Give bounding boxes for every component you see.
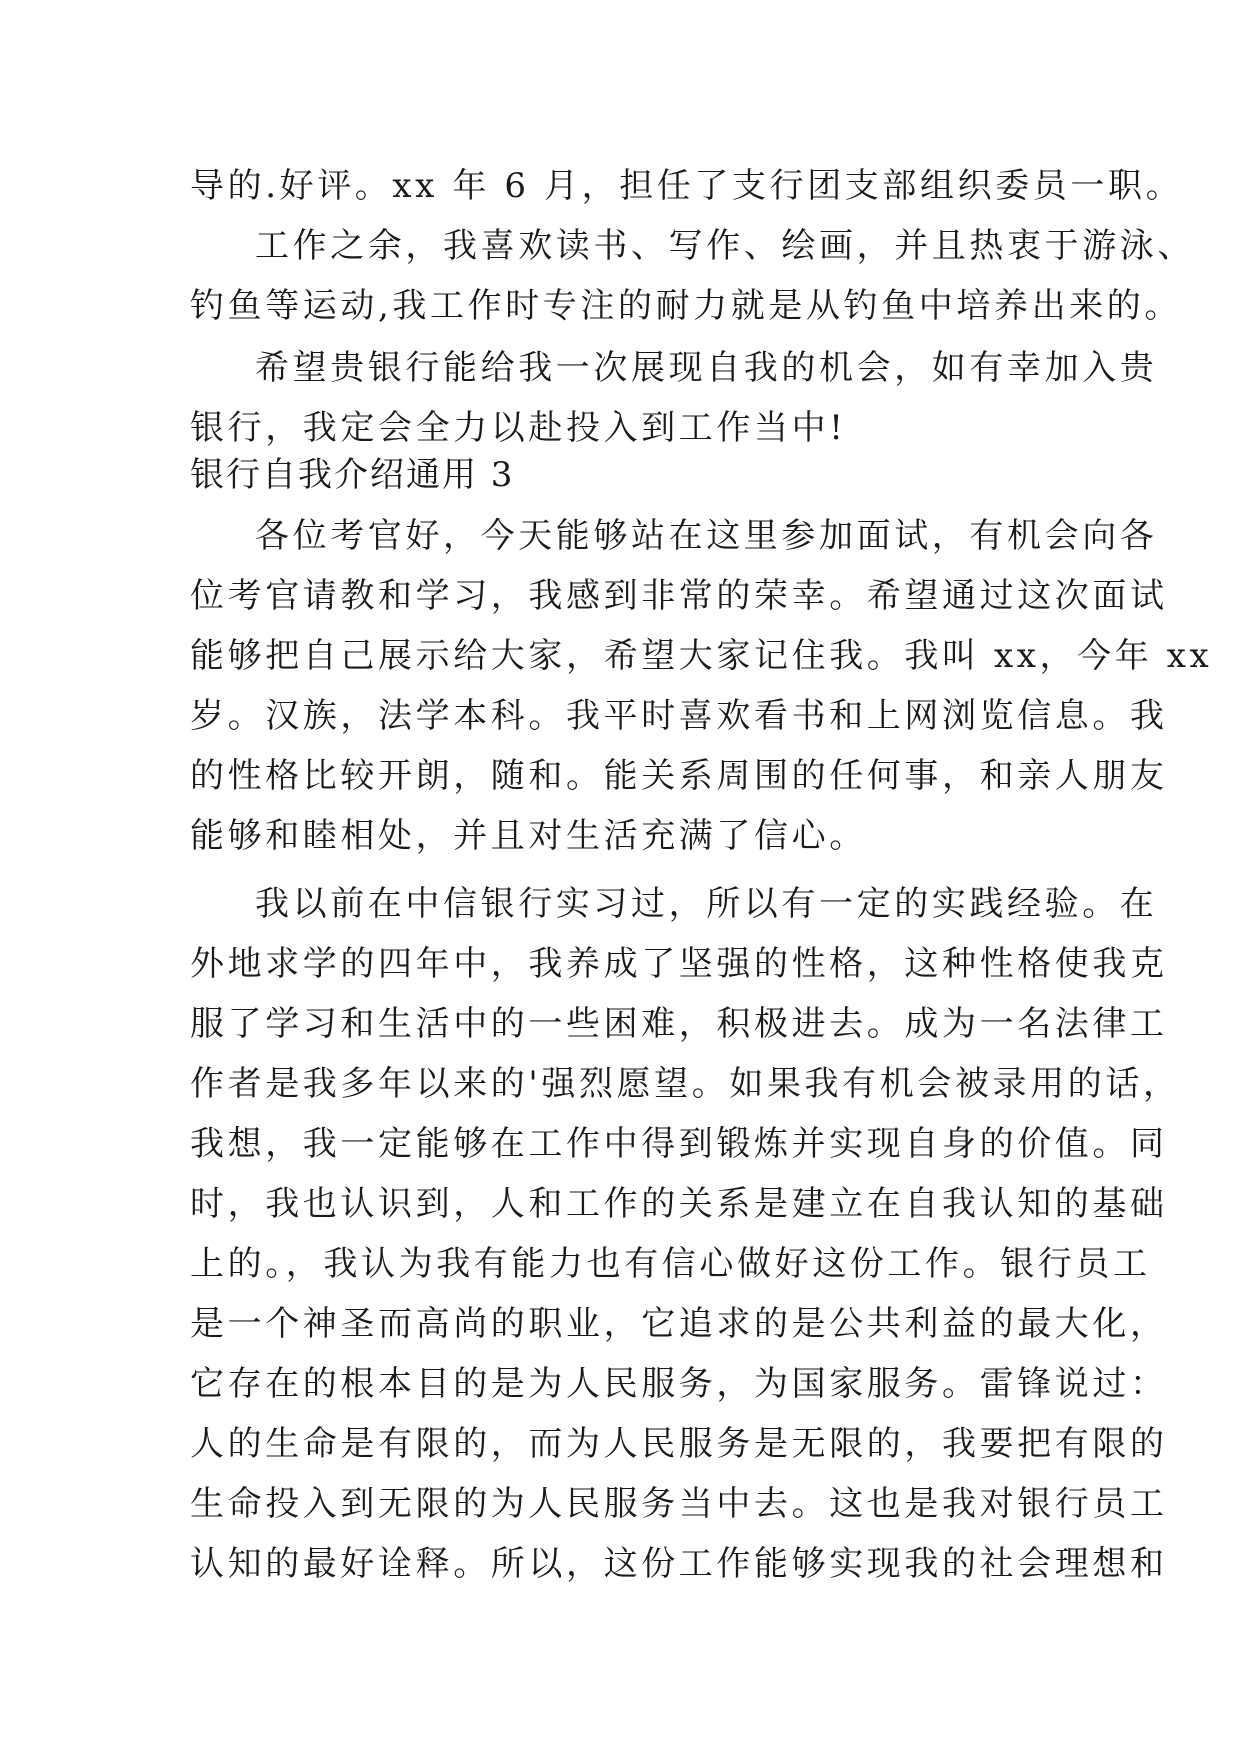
text-line: 人的生命是有限的，而为人民服务是无限的，我要把有限的 <box>190 1424 1168 1464</box>
text-line: 岁。汉族，法学本科。我平时喜欢看书和上网浏览信息。我 <box>190 696 1168 736</box>
text-line: 能够和睦相处，并且对生活充满了信心。 <box>190 816 867 856</box>
text-line: 我想，我一定能够在工作中得到锻炼并实现自身的价值。同 <box>190 1124 1168 1164</box>
text-line: 的性格比较开朗，随和。能关系周围的任何事，和亲人朋友 <box>190 756 1168 796</box>
text-line: 上的。，我认为我有能力也有信心做好这份工作。银行员工 <box>190 1244 1151 1284</box>
paragraph-start-line: 各位考官好，今天能够站在这里参加面试，有机会向各 <box>255 516 1158 556</box>
text-line: 是一个神圣而高尚的职业，它追求的是公共利益的最大化， <box>190 1304 1168 1344</box>
text-line: 认知的最好诠释。所以，这份工作能够实现我的社会理想和 <box>190 1544 1168 1584</box>
text-line: 位考官请教和学习，我感到非常的荣幸。希望通过这次面试 <box>190 576 1168 616</box>
text-line: 导的.好评。xx 年 6 月，担任了支行团支部组织委员一职。 <box>190 166 1184 206</box>
text-line: 钓鱼等运动,我工作时专注的耐力就是从钓鱼中培养出来的。 <box>190 286 1183 326</box>
paragraph-start-line: 工作之余，我喜欢读书、写作、绘画，并且热衷于游泳、 <box>255 226 1195 266</box>
text-line: 时，我也认识到，人和工作的关系是建立在自我认知的基础 <box>190 1184 1168 1224</box>
paragraph-start-line: 我以前在中信银行实习过，所以有一定的实践经验。在 <box>255 884 1158 924</box>
text-line: 能够把自己展示给大家，希望大家记住我。我叫 xx，今年 xx <box>190 636 1213 676</box>
paragraph-start-line: 希望贵银行能给我一次展现自我的机会，如有幸加入贵 <box>255 348 1158 388</box>
text-line: 服了学习和生活中的一些困难，积极进去。成为一名法律工 <box>190 1004 1168 1044</box>
text-line: 生命投入到无限的为人民服务当中去。这也是我对银行员工 <box>190 1484 1168 1524</box>
text-line: 作者是我多年以来的'强烈愿望。如果我有机会被录用的话， <box>190 1064 1181 1104</box>
text-line: 它存在的根本目的是为人民服务，为国家服务。雷锋说过： <box>190 1364 1168 1404</box>
text-line: 银行，我定会全力以赴投入到工作当中! <box>190 408 847 448</box>
section-heading: 银行自我介绍通用 3 <box>190 455 515 495</box>
text-line: 外地求学的四年中，我养成了坚强的性格，这种性格使我克 <box>190 944 1168 984</box>
